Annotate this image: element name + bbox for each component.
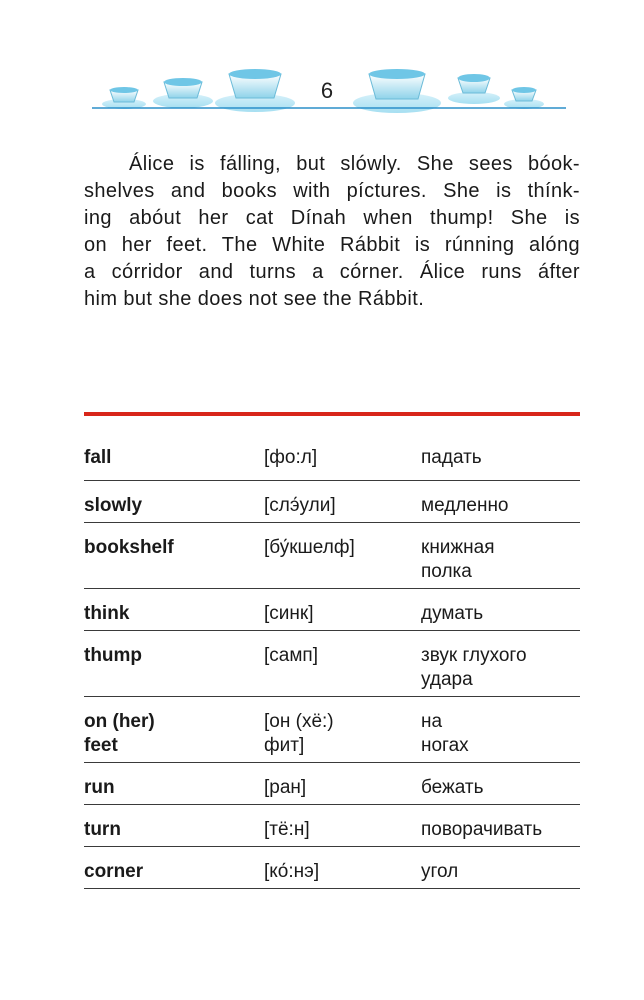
- story-text: [84, 151, 580, 313]
- story-line: a córridor and turns a córner. Álice runs áfter: [84, 261, 580, 283]
- story-line: him but she does not see the Rábbit.: [84, 288, 425, 310]
- vocab-translation: медленно: [421, 495, 509, 516]
- teacup-icon: [504, 87, 544, 109]
- vocab-row: [84, 481, 580, 523]
- vocab-word: bookshelf: [84, 537, 174, 558]
- vocab-row: [84, 763, 580, 805]
- teacup-icon: [215, 69, 295, 112]
- vocab-row: [84, 589, 580, 631]
- vocab-transcription: [слэ́ули]: [264, 495, 336, 516]
- teacup-icon: [353, 69, 441, 113]
- teacup-icon: [102, 87, 146, 109]
- vocab-row: [84, 805, 580, 847]
- vocab-word: run: [84, 777, 115, 798]
- vocab-translation: на ногах: [421, 711, 469, 756]
- vocab-transcription: [тё:н]: [264, 819, 310, 840]
- vocab-word: slowly: [84, 495, 143, 516]
- page-header: [0, 0, 644, 130]
- vocab-word: corner: [84, 861, 144, 882]
- vocab-transcription: [фо:л]: [264, 447, 318, 468]
- page-number: 6: [320, 78, 334, 103]
- vocab-translation: звук глухого удара: [421, 645, 527, 690]
- vocab-transcription: [самп]: [264, 645, 318, 666]
- vocab-row: [84, 433, 580, 481]
- vocab-word: on (her) feet: [84, 711, 155, 756]
- teacup-icon: [153, 78, 213, 108]
- story-line: ing abóut her cat Dínah when thump! She is: [84, 207, 580, 229]
- vocab-word: think: [84, 603, 130, 624]
- teacups-decoration: [0, 0, 644, 130]
- vocab-word: turn: [84, 819, 121, 840]
- vocab-word: fall: [84, 447, 112, 468]
- vocabulary-table: [84, 433, 580, 889]
- vocab-row: [84, 847, 580, 889]
- story-line: Álice is fálling, but slówly. She sees bóok-: [129, 153, 580, 175]
- vocab-transcription: [ран]: [264, 777, 307, 798]
- story-line: shelves and books with píctures. She is thínk-: [84, 180, 580, 202]
- story-line: on her feet. The White Rábbit is rúnning alóng: [84, 234, 580, 256]
- vocab-translation: падать: [421, 447, 482, 468]
- vocab-transcription: [бу́кшелф]: [264, 537, 355, 558]
- section-divider: [84, 412, 580, 416]
- vocab-transcription: [синк]: [264, 603, 314, 624]
- vocab-row: [84, 631, 580, 697]
- vocab-translation: книжная полка: [421, 537, 495, 582]
- vocab-translation: думать: [421, 603, 484, 624]
- vocab-row: [84, 523, 580, 589]
- vocab-row: [84, 697, 580, 763]
- teacup-icon: [448, 74, 500, 104]
- vocab-translation: поворачивать: [421, 819, 543, 840]
- vocab-translation: угол: [421, 861, 459, 882]
- vocab-word: thump: [84, 645, 143, 666]
- vocab-transcription: [он (хё:) фит]: [264, 711, 334, 756]
- vocab-transcription: [ко́:нэ]: [264, 861, 320, 882]
- vocab-translation: бежать: [421, 777, 484, 798]
